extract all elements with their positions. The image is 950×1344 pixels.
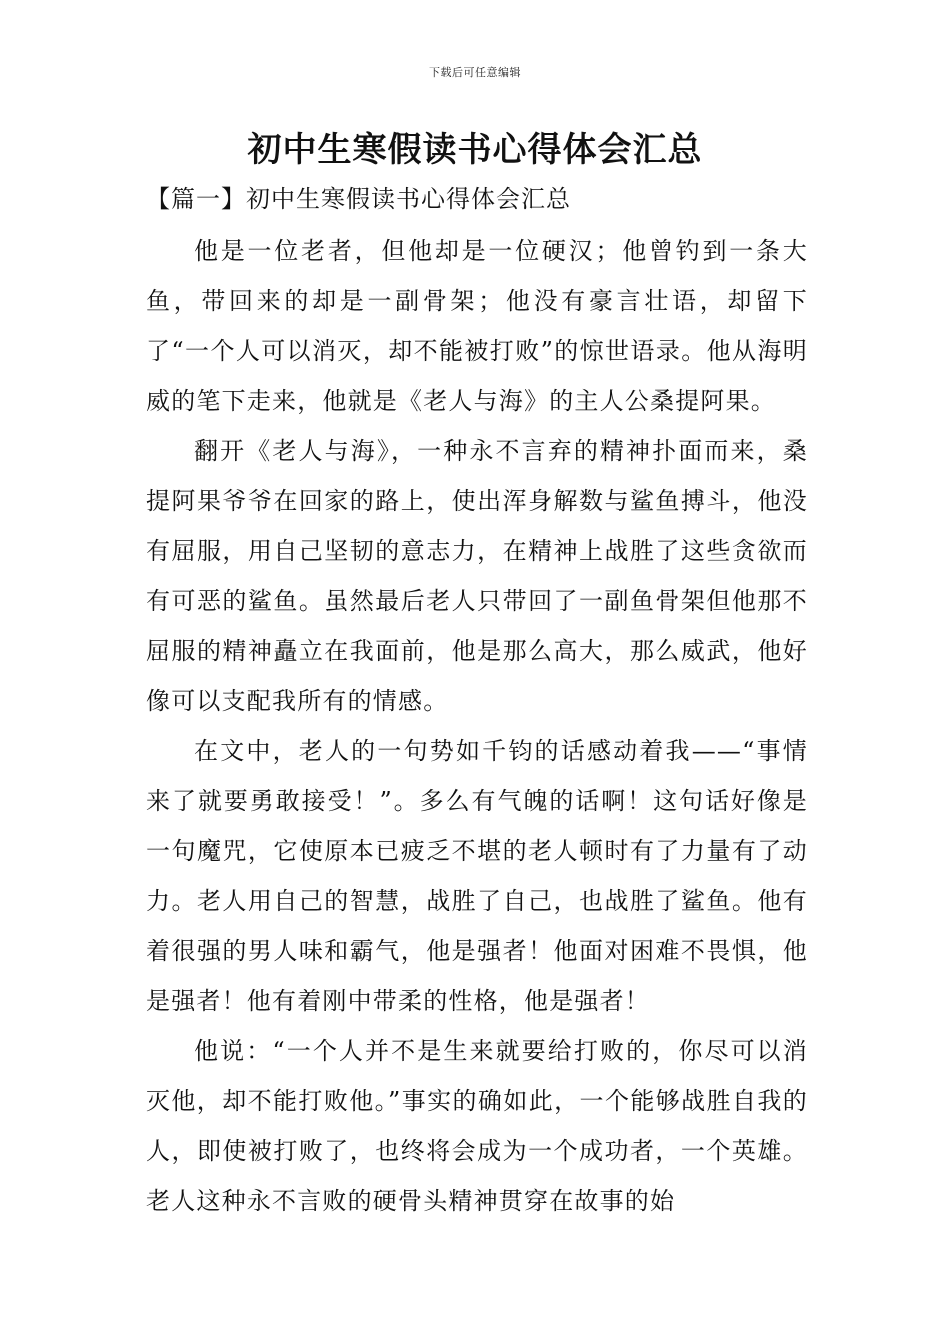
document-title: 初中生寒假读书心得体会汇总 bbox=[247, 130, 703, 170]
paragraph-2: 翻开《老人与海》，一种永不言弃的精神扑面而来，桑提阿果爷爷在回家的路上，使出浑身解数与鲨鱼搏斗，他没有屈服，用自己坚韧的意志力，在精神上战胜了这些贪欲而有可恶的鲨鱼。虽然最后老人只带回了一副鱼骨架但他那不屈服的精神矗立在我面前，他是那么高大，那么威武，他好像可以支配我所有的情感。 bbox=[146, 437, 808, 715]
section-heading: 【篇一】初中生寒假读书心得体会汇总 bbox=[146, 185, 571, 213]
paragraph-3: 在文中，老人的一句势如千钧的话感动着我——“事情来了就要勇敢接受！”。多么有气魄的话啊！这句话好像是一句魔咒，它使原本已疲乏不堪的老人顿时有了力量有了动力。老人用自己的智慧，战胜了自己，也战胜了鲨鱼。他有着很强的男人味和霸气，他是强者！他面对困难不畏惧，他是强者！他有着刚中带柔的性格，他是强者！ bbox=[146, 737, 808, 1015]
paragraph-1: 他是一位老者，但他却是一位硬汉；他曾钓到一条大鱼，带回来的却是一副骨架；他没有豪言壮语，却留下了“一个人可以消灭，却不能被打败”的惊世语录。他从海明威的笔下走来，他就是《老人与海》的主人公桑提阿果。 bbox=[146, 237, 808, 415]
header-note: 下载后可任意编辑 bbox=[429, 66, 521, 79]
paragraph-4: 他说：“一个人并不是生来就要给打败的，你尽可以消灭他，却不能打败他。”事实的确如此，一个能够战胜自我的人，即使被打败了，也终将会成为一个成功者，一个英雄。老人这种永不言败的硬骨头精神贯穿在故事的始 bbox=[146, 1037, 808, 1215]
article-body bbox=[146, 226, 808, 1226]
